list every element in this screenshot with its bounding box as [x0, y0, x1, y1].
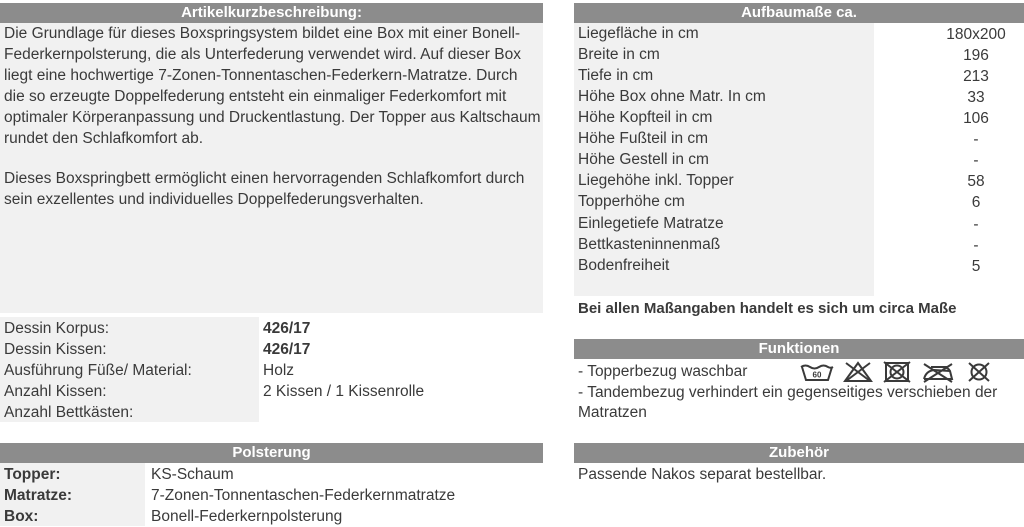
no-iron-icon	[920, 361, 956, 383]
no-tumble-dry-icon	[882, 361, 912, 383]
dim-label-breite: Breite in cm	[578, 46, 660, 63]
dim-label-liegeflaeche: Liegefläche in cm	[578, 25, 699, 42]
upholstery-value-box: Bonell-Federkernpolsterung	[151, 508, 343, 525]
dim-value-einlegetiefe: -	[973, 216, 979, 233]
dim-label-hoehe-fussteil: Höhe Fußteil in cm	[578, 130, 709, 147]
description-header: Artikelkurzbeschreibung:	[0, 3, 543, 23]
accessories-header: Zubehör	[574, 443, 1024, 463]
detail-value-dessin-korpus: 426/17	[263, 320, 311, 337]
dim-label-hoehe-box: Höhe Box ohne Matr. In cm	[578, 88, 766, 105]
dim-label-topperhoehe: Topperhöhe cm	[578, 193, 685, 210]
dim-label-bettkasteninnenmass: Bettkasteninnenmaß	[578, 236, 721, 253]
care-icons	[799, 361, 997, 383]
dim-value-tiefe: 213	[963, 68, 989, 85]
dimensions-header: Aufbaumaße ca.	[574, 3, 1024, 23]
description-paragraph-1: Die Grundlage für dieses Boxspringsystem bildet eine Box mit einer Bonell-Federkernpolsterung, die als Unterfederung verwendet wird. Auf dieser Box liegt eine hochwertige 7-Zonen-Tonnentaschen-Federkern-Matratze. Durch die so erzeugte Doppelfederung entsteht ein einmaliger Federkomfort mit optimaler Körperanpassung und Druckentlastung. Der Topper aus Kaltschaum rundet den Schlafkomfort ab.	[4, 25, 541, 147]
upholstery-label-matratze: Matratze:	[4, 487, 73, 504]
detail-label-anzahl-bettkaesten: Anzahl Bettkästen:	[4, 404, 134, 421]
upholstery-value-topper: KS-Schaum	[151, 466, 234, 483]
upholstery-label-topper: Topper:	[4, 466, 61, 483]
dim-label-tiefe: Tiefe in cm	[578, 67, 654, 84]
functions-line-1: - Topperbezug waschbar	[578, 363, 748, 380]
detail-label-anzahl-kissen: Anzahl Kissen:	[4, 383, 107, 400]
dimensions-note: Bei allen Maßangaben handelt es sich um circa Maße	[578, 300, 957, 317]
dim-value-bodenfreiheit: 5	[971, 258, 981, 275]
upholstery-value-matratze: 7-Zonen-Tonnentaschen-Federkernmatratze	[151, 487, 456, 504]
dim-value-bettkasteninnenmass: -	[973, 237, 979, 254]
description-paragraph-2: Dieses Boxspringbett ermöglicht einen hervorragenden Schlafkomfort durch sein exzellentes und individuelles Doppelfederungsverhalten.	[4, 170, 525, 208]
detail-value-fuesse-material: Holz	[263, 362, 295, 379]
dim-label-bodenfreiheit: Bodenfreiheit	[578, 257, 670, 274]
dim-label-liegehoehe: Liegehöhe inkl. Topper	[578, 172, 734, 189]
dim-value-hoehe-fussteil: -	[973, 131, 979, 148]
detail-label-dessin-korpus: Dessin Korpus:	[4, 320, 110, 337]
upholstery-header: Polsterung	[0, 443, 543, 463]
no-dry-clean-icon	[965, 361, 993, 383]
dim-label-hoehe-kopfteil: Höhe Kopfteil in cm	[578, 109, 713, 126]
functions-line-2: - Tandembezug verhindert ein gegenseitiges verschieben der	[578, 384, 998, 401]
dim-value-liegehoehe: 58	[967, 173, 985, 190]
detail-label-fuesse-material: Ausführung Füße/ Material:	[4, 362, 192, 379]
dim-value-liegeflaeche: 180x200	[946, 26, 1006, 43]
detail-label-dessin-kissen: Dessin Kissen:	[4, 341, 107, 358]
dim-label-einlegetiefe: Einlegetiefe Matratze	[578, 215, 724, 232]
detail-value-anzahl-kissen: 2 Kissen / 1 Kissenrolle	[263, 383, 425, 400]
dim-label-hoehe-gestell: Höhe Gestell in cm	[578, 151, 709, 168]
detail-value-dessin-kissen: 426/17	[263, 341, 311, 358]
dim-value-breite: 196	[963, 47, 989, 64]
dim-value-topperhoehe: 6	[971, 194, 981, 211]
dim-value-hoehe-kopfteil: 106	[963, 110, 989, 127]
dim-value-hoehe-gestell: -	[973, 152, 979, 169]
upholstery-label-box: Box:	[4, 508, 39, 525]
wash-60-icon	[799, 361, 835, 383]
functions-line-3: Matratzen	[578, 404, 647, 421]
dim-value-hoehe-box: 33	[967, 89, 985, 106]
functions-header: Funktionen	[574, 339, 1024, 359]
accessories-text: Passende Nakos separat bestellbar.	[578, 466, 827, 483]
no-bleach-icon	[843, 361, 873, 383]
wash-temperature-label: 60	[812, 370, 822, 380]
